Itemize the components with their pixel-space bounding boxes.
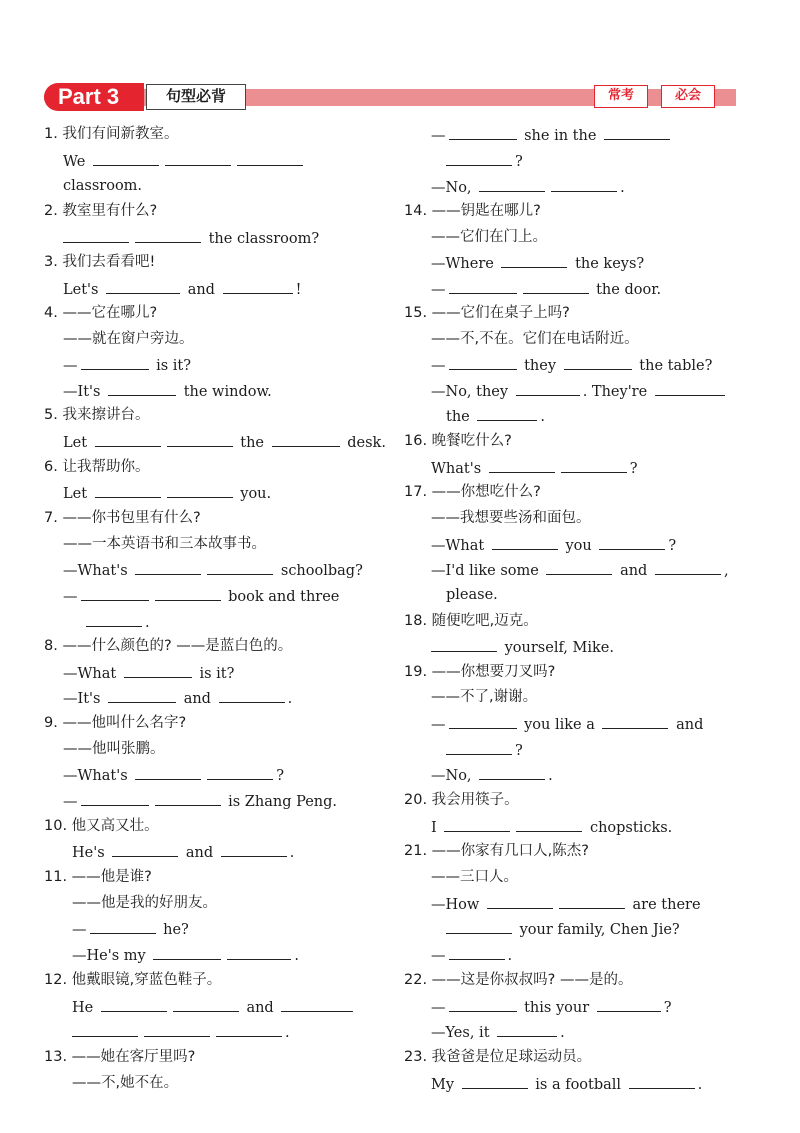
blank[interactable] [444,816,510,832]
blank[interactable] [564,354,632,370]
blank[interactable] [492,534,558,550]
question-1-line: We [63,150,306,172]
blank[interactable] [516,380,580,396]
blank[interactable] [446,918,512,934]
blank[interactable] [95,431,161,447]
question-14-line2: — the door. [431,278,661,300]
blank[interactable] [431,636,497,652]
section-header [44,83,736,111]
blank[interactable] [446,150,512,166]
question-1-line2: classroom. [63,178,143,194]
question-20-line: I chopsticks. [431,816,672,838]
blank[interactable] [81,354,149,370]
blank[interactable] [72,1021,138,1037]
blank[interactable] [144,1021,210,1037]
question-18-prompt: 18. 随便吃吧,迈克。 [404,613,538,629]
blank[interactable] [449,713,517,729]
question-10-prompt: 10. 他又高又壮。 [44,818,159,834]
question-5-line: Let the desk. [63,431,386,453]
blank[interactable] [237,150,303,166]
question-21-line3: — . [431,944,512,966]
question-12-line2: . [72,1021,290,1043]
blank[interactable] [165,150,231,166]
question-7-line2: — book and three [63,585,339,607]
question-21-line2: your family, Chen Jie? [446,918,680,940]
question-21-line: —How are there [431,893,701,915]
question-12-line: He and [72,996,356,1018]
question-14-prompt: 14. ——钥匙在哪儿? [404,203,541,219]
tag-common-exam: 常考 [594,85,648,108]
question-19-line2: ? [446,739,523,761]
question-7-line3: . [86,611,150,633]
question-4-line2: —It's the window. [63,380,272,402]
blank[interactable] [599,534,665,550]
blank[interactable] [497,1021,557,1037]
blank[interactable] [227,944,291,960]
blank[interactable] [106,278,180,294]
question-8-line: —What is it? [63,662,234,684]
blank[interactable] [446,739,512,755]
question-7-prompt: 7. ——你书包里有什么? [44,510,201,526]
question-9-line: —What's ? [63,764,284,786]
blank[interactable] [167,431,233,447]
blank[interactable] [551,176,617,192]
blank[interactable] [501,252,567,268]
question-21-prompt: 21. ——你家有几口人,陈杰? [404,843,589,859]
question-10-line: He's and . [72,841,294,863]
question-9-line2: — is Zhang Peng. [63,790,337,812]
blank[interactable] [207,764,273,780]
question-12-prompt: 12. 他戴眼镜,穿蓝色鞋子。 [44,972,222,988]
question-4-prompt2: ——就在窗户旁边。 [63,331,194,347]
question-8-line2: —It's and . [63,687,292,709]
blank[interactable] [602,713,668,729]
question-15-prompt: 15. ——它们在桌子上吗? [404,305,570,321]
question-6-line: Let you. [63,482,271,504]
question-11-prompt2: ——他是我的好朋友。 [72,895,217,911]
blank[interactable] [135,559,201,575]
blank[interactable] [207,559,273,575]
question-3-line: Let's and ! [63,278,301,300]
question-8-prompt: 8. ——什么颜色的? ——是蓝白色的。 [44,638,293,654]
question-15-prompt2: ——不,不在。它们在电话附近。 [431,331,639,347]
blank[interactable] [272,431,340,447]
question-1-prompt: 1. 我们有间新教室。 [44,126,179,142]
question-17-prompt2: ——我想要些汤和面包。 [431,510,591,526]
blank[interactable] [101,996,167,1012]
tag-must-know: 必会 [661,85,715,108]
blank[interactable] [135,227,201,243]
blank[interactable] [63,227,129,243]
blank[interactable] [523,278,589,294]
blank[interactable] [155,790,221,806]
blank[interactable] [95,482,161,498]
question-4-prompt: 4. ——它在哪儿? [44,305,158,321]
blank[interactable] [597,996,661,1012]
blank[interactable] [604,124,670,140]
question-16-line: What's ? [431,457,638,479]
question-17-line3: please. [446,587,498,603]
blank[interactable] [167,482,233,498]
question-22-line: — this your ? [431,996,672,1018]
question-19-line: — you like a and [431,713,703,735]
question-9-prompt: 9. ——他叫什么名字? [44,715,187,731]
blank[interactable] [487,893,553,909]
blank[interactable] [219,687,285,703]
blank[interactable] [93,150,159,166]
question-17-prompt: 17. ——你想吃什么? [404,484,541,500]
question-19-prompt: 19. ——你想要刀叉吗? [404,664,556,680]
question-14-prompt2: ——它们在门上。 [431,229,547,245]
question-13-line: — she in the [431,124,673,146]
question-7-line: —What's schoolbag? [63,559,363,581]
question-9-prompt2: ——他叫张鹏。 [63,741,165,757]
question-15-line: — they the table? [431,354,712,376]
blank[interactable] [108,380,176,396]
blank[interactable] [449,944,505,960]
question-21-prompt2: ——三口人。 [431,869,518,885]
blank[interactable] [223,278,293,294]
question-14-line: —Where the keys? [431,252,644,274]
blank[interactable] [124,662,192,678]
question-20-prompt: 20. 我会用筷子。 [404,792,519,808]
blank[interactable] [81,790,149,806]
question-11-prompt: 11. ——他是谁? [44,869,152,885]
blank[interactable] [477,405,537,421]
blank[interactable] [655,559,721,575]
blank[interactable] [221,841,287,857]
question-18-line: yourself, Mike. [431,636,614,658]
question-23-prompt: 23. 我爸爸是位足球运动员。 [404,1049,592,1065]
question-15-line2: —No, they . They're [431,380,728,402]
blank[interactable] [81,585,149,601]
blank[interactable] [135,764,201,780]
blank[interactable] [281,996,353,1012]
blank[interactable] [561,457,627,473]
question-11-line: — he? [72,918,189,940]
blank[interactable] [108,687,176,703]
blank[interactable] [449,278,517,294]
question-19-line3: —No, . [431,764,553,786]
question-5-prompt: 5. 我来擦讲台。 [44,407,150,423]
question-19-prompt2: ——不了,谢谢。 [431,689,538,705]
blank[interactable] [216,1021,282,1037]
blank[interactable] [559,893,625,909]
blank[interactable] [516,816,582,832]
blank[interactable] [112,841,178,857]
question-6-prompt: 6. 让我帮助你。 [44,459,150,475]
blank[interactable] [462,1073,528,1089]
blank[interactable] [546,559,612,575]
blank[interactable] [155,585,221,601]
question-22-prompt: 22. ——这是你叔叔吗? ——是的。 [404,972,633,988]
blank[interactable] [479,764,545,780]
blank[interactable] [489,457,555,473]
blank[interactable] [629,1073,695,1089]
question-13-prompt2: ——不,她不在。 [72,1075,179,1091]
question-22-line2: —Yes, it . [431,1021,565,1043]
blank[interactable] [173,996,239,1012]
question-23-line: My is a football . [431,1073,702,1095]
question-7-prompt2: ——一本英语书和三本故事书。 [63,536,266,552]
section-title: 句型必背 [146,84,246,110]
question-17-line: —What you ? [431,534,676,556]
blank[interactable] [479,176,545,192]
blank[interactable] [655,380,725,396]
blank[interactable] [449,124,517,140]
blank[interactable] [449,996,517,1012]
question-13-line3: —No, . [431,176,625,198]
question-15-line3: the . [446,405,545,427]
blank[interactable] [449,354,517,370]
question-13-line2: ? [446,150,523,172]
question-13-prompt: 13. ——她在客厅里吗? [44,1049,196,1065]
question-3-prompt: 3. 我们去看看吧! [44,254,156,270]
question-11-line2: —He's my . [72,944,299,966]
part-label: Part 3 [44,83,144,111]
blank[interactable] [90,918,156,934]
question-4-line: — is it? [63,354,191,376]
blank[interactable] [153,944,221,960]
question-16-prompt: 16. 晚餐吃什么? [404,433,512,449]
question-2-line: the classroom? [63,227,319,249]
question-2-prompt: 2. 教室里有什么? [44,203,158,219]
blank[interactable] [86,611,142,627]
question-17-line2: —I'd like some and , [431,559,729,581]
